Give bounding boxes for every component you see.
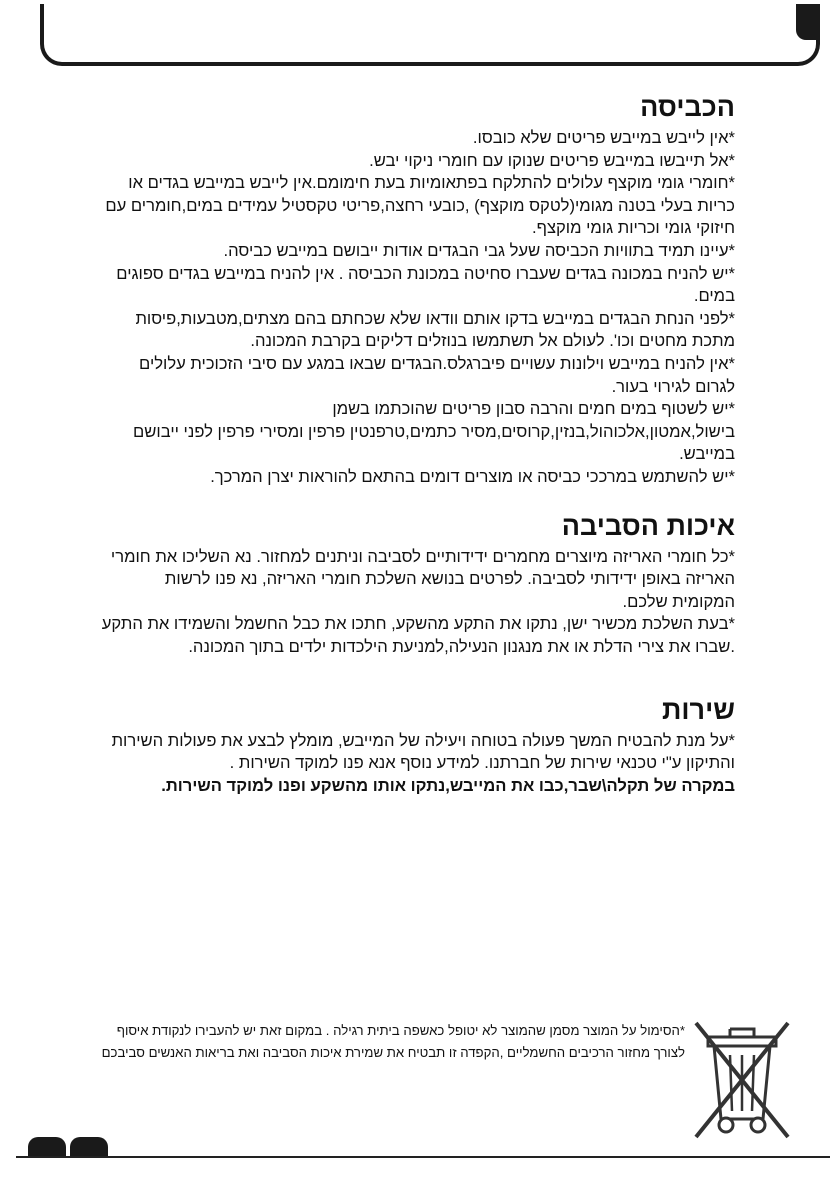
- paragraph: *לפני הנחת הבגדים במייבש בדקו אותם וודאו שלא שכחתם בהם מצתים,מטבעות,פיסות מתכת מחטים וכו'. לעולם אל תשתמשו בנוזלים דליקים בקרבת המכונה.: [135, 308, 735, 351]
- paragraph: *יש להניח במכונה בגדים שעברו סחיטה במכונת הכביסה . אין להניח במייבש בגדים ספוגים במים.: [116, 263, 735, 306]
- section-washing: [100, 92, 735, 489]
- paragraph: *יש להשתמש במרככי כביסה או מוצרים דומים בהתאם להוראות יצרן המרכך.: [210, 466, 735, 486]
- paragraph: *עיינו תמיד בתוויות הכביסה שעל גבי הבגדים אודות ייבושם במייבש כביסה.: [223, 241, 735, 261]
- paragraph: *כל חומרי האריזה מיוצרים מחמרים ידידותיים לסביבה וניתנים למחזור. נא השליכו את חומרי האריזה באופן ידידותי לסביבה. לפרטים בנושא השלכת חומרי האריזה, נא פנו לרשות המקומית שלכם.: [110, 546, 735, 611]
- manual-content: [100, 92, 735, 797]
- paragraph: *אין להניח במייבש וילונות עשויים פיברגלס.הבגדים שבאו במגע עם סיבי הזכוכית עלולים לגרום לגירוי בעור.: [139, 353, 735, 396]
- paragraph: *אל תייבשו במייבש פריטים שנוקו עם חומרי ניקוי יבש.: [369, 150, 735, 170]
- section-environment: [100, 511, 735, 659]
- crossed-out-wheelie-bin-icon: [686, 1015, 798, 1145]
- page-number-tabs: [28, 1137, 108, 1157]
- section-title-environment: איכות הסביבה: [561, 510, 735, 541]
- page-tab-left: [28, 1137, 66, 1157]
- page-header-frame: [40, 4, 820, 66]
- page-tab-right: [70, 1137, 108, 1157]
- paragraph: *אין לייבש במייבש פריטים שלא כובסו.: [472, 128, 735, 148]
- paragraph: *יש לשטוף במים חמים והרבה סבון פריטים שהוכתמו בשמן בישול,אמטון,אלכוהול,בנזין,קרוסים,מסיר כתמים,טרפנטין פרפין ומסירי פרפין לפני ייבושם במייבש.: [133, 399, 735, 464]
- section-title-service: שירות: [662, 694, 735, 725]
- service-warning-paragraph: במקרה של תקלה\שבר,כבו את המייבש,נתקו אותו מהשקע ופנו למוקד השירות.: [161, 775, 735, 795]
- recycle-note: *הסימול על המוצר מסמן שהמוצר לא יטופל כאשפה ביתית רגילה . במקום זאת יש להעבירו לנקודת איסוף לצורך מחזור הרכיבים החשמליים ,הקפדה זו תבטיח את שמירת איכות הסביבה ואת בריאות האנשים סביבכם: [101, 1023, 685, 1060]
- section-service: [100, 695, 735, 798]
- section-title-washing: הכביסה: [640, 92, 735, 122]
- footer-divider: [16, 1156, 830, 1158]
- header-tab-decoration: [796, 4, 816, 40]
- paragraph: *בעת השלכת מכשיר ישן, נתקו את התקע מהשקע, חתכו את כבל החשמל והשמידו את התקע .שברו את צירי הדלת או את מנגנון הנעילה,למניעת הילכדות ילדים בתוך המכונה.: [101, 614, 735, 656]
- paragraph: *על מנת להבטיח המשך פעולה בטוחה ויעילה של המייבש, מומלץ לבצע את פעולות השירות והתיקון ע"י טכנאי שירות של חברתנו. למידע נוסף אנא פנו למוקד השירות .: [111, 730, 735, 773]
- paragraph: *חומרי גומי מוקצף עלולים להתלקח בפתאומיות בעת חימומם.אין לייבש במייבש בגדים או כריות בעלי בטנה מגומי(לטקס מוקצף) ,כובעי רחצה,פריטי טקסטיל עמידים במים,חומרים עם חיזוקי גומי וכריות גומי מוקצף.: [105, 173, 735, 238]
